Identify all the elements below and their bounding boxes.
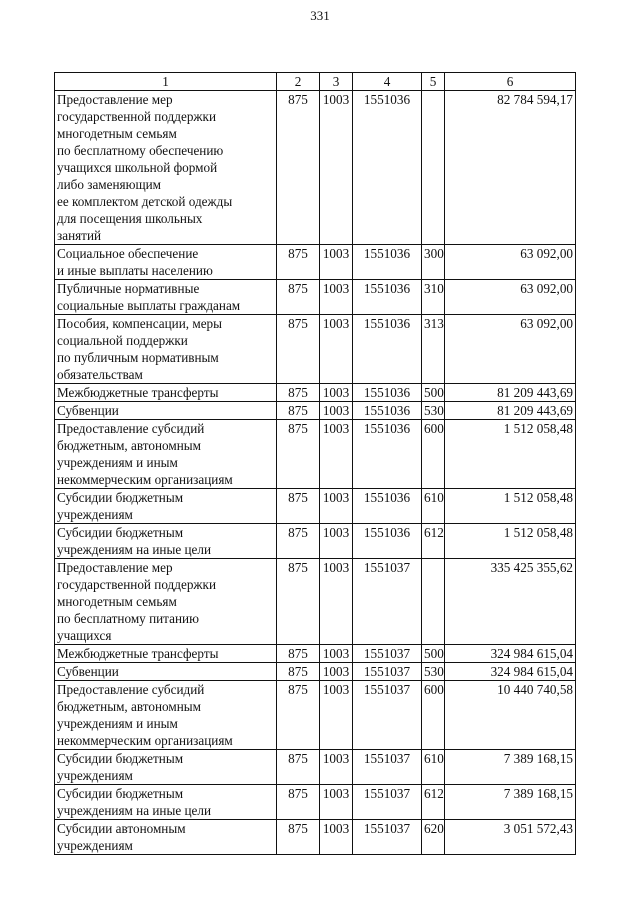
row-expense-type-cell: 530 — [422, 663, 445, 681]
row-amount-cell: 1 512 058,48 — [445, 524, 576, 559]
header-row — [55, 73, 576, 91]
row-section-cell: 1003 — [320, 820, 353, 855]
table-row — [55, 750, 576, 785]
row-name-cell: Субвенции — [55, 663, 277, 681]
table-row — [55, 402, 576, 420]
row-grbs-cell: 875 — [277, 559, 320, 645]
row-target-article-cell: 1551036 — [353, 489, 422, 524]
row-name-cell: Субвенции — [55, 402, 277, 420]
row-amount-cell: 7 389 168,15 — [445, 750, 576, 785]
row-expense-type-cell — [422, 91, 445, 245]
row-expense-type-cell: 500 — [422, 645, 445, 663]
row-target-article-cell: 1551037 — [353, 750, 422, 785]
table-row — [55, 663, 576, 681]
row-name-cell: Предоставление мер государственной поддержки многодетным семьям по бесплатному питанию учащихся — [55, 559, 277, 645]
row-amount-cell: 63 092,00 — [445, 245, 576, 280]
table-row — [55, 645, 576, 663]
budget-table — [54, 72, 576, 855]
row-target-article-cell: 1551036 — [353, 91, 422, 245]
row-grbs-cell: 875 — [277, 280, 320, 315]
row-section-cell: 1003 — [320, 559, 353, 645]
row-target-article-cell: 1551037 — [353, 645, 422, 663]
row-name-cell: Публичные нормативные социальные выплаты гражданам — [55, 280, 277, 315]
row-amount-cell: 81 209 443,69 — [445, 402, 576, 420]
row-grbs-cell: 875 — [277, 91, 320, 245]
row-section-cell: 1003 — [320, 91, 353, 245]
row-grbs-cell: 875 — [277, 489, 320, 524]
table-row — [55, 820, 576, 855]
row-expense-type-cell: 610 — [422, 750, 445, 785]
row-amount-cell: 7 389 168,15 — [445, 785, 576, 820]
row-target-article-cell: 1551036 — [353, 245, 422, 280]
row-section-cell: 1003 — [320, 315, 353, 384]
page-number: 331 — [310, 8, 330, 23]
row-name-cell: Межбюджетные трансферты — [55, 645, 277, 663]
row-expense-type-cell: 610 — [422, 489, 445, 524]
row-name-cell: Предоставление субсидий бюджетным, автономным учреждениям и иным некоммерческим организациям — [55, 681, 277, 750]
row-target-article-cell: 1551036 — [353, 384, 422, 402]
table-row — [55, 420, 576, 489]
row-section-cell: 1003 — [320, 750, 353, 785]
row-expense-type-cell: 530 — [422, 402, 445, 420]
row-expense-type-cell: 600 — [422, 681, 445, 750]
row-grbs-cell: 875 — [277, 820, 320, 855]
table-row — [55, 280, 576, 315]
row-section-cell: 1003 — [320, 663, 353, 681]
row-target-article-cell: 1551037 — [353, 785, 422, 820]
table-row — [55, 384, 576, 402]
table-row — [55, 91, 576, 245]
row-amount-cell: 10 440 740,58 — [445, 681, 576, 750]
row-section-cell: 1003 — [320, 681, 353, 750]
row-name-cell: Субсидии автономным учреждениям — [55, 820, 277, 855]
row-target-article-cell: 1551036 — [353, 280, 422, 315]
header-col-4: 4 — [353, 73, 422, 91]
row-section-cell: 1003 — [320, 524, 353, 559]
row-section-cell: 1003 — [320, 645, 353, 663]
row-amount-cell: 324 984 615,04 — [445, 663, 576, 681]
row-expense-type-cell: 310 — [422, 280, 445, 315]
row-amount-cell: 3 051 572,43 — [445, 820, 576, 855]
row-name-cell: Предоставление субсидий бюджетным, автономным учреждениям и иным некоммерческим организациям — [55, 420, 277, 489]
row-section-cell: 1003 — [320, 280, 353, 315]
row-amount-cell: 81 209 443,69 — [445, 384, 576, 402]
row-grbs-cell: 875 — [277, 402, 320, 420]
row-expense-type-cell: 612 — [422, 785, 445, 820]
row-grbs-cell: 875 — [277, 524, 320, 559]
row-name-cell: Субсидии бюджетным учреждениям — [55, 750, 277, 785]
row-expense-type-cell: 600 — [422, 420, 445, 489]
table-row — [55, 315, 576, 384]
row-amount-cell: 1 512 058,48 — [445, 420, 576, 489]
header-col-5: 5 — [422, 73, 445, 91]
row-section-cell: 1003 — [320, 384, 353, 402]
row-target-article-cell: 1551037 — [353, 663, 422, 681]
row-amount-cell: 82 784 594,17 — [445, 91, 576, 245]
row-amount-cell: 335 425 355,62 — [445, 559, 576, 645]
row-amount-cell: 324 984 615,04 — [445, 645, 576, 663]
row-amount-cell: 1 512 058,48 — [445, 489, 576, 524]
row-grbs-cell: 875 — [277, 750, 320, 785]
row-grbs-cell: 875 — [277, 645, 320, 663]
table-row — [55, 245, 576, 280]
row-grbs-cell: 875 — [277, 420, 320, 489]
row-target-article-cell: 1551037 — [353, 681, 422, 750]
table-row — [55, 524, 576, 559]
row-expense-type-cell: 612 — [422, 524, 445, 559]
row-section-cell: 1003 — [320, 245, 353, 280]
row-grbs-cell: 875 — [277, 785, 320, 820]
header-col-3: 3 — [320, 73, 353, 91]
table-body — [55, 91, 576, 855]
row-grbs-cell: 875 — [277, 384, 320, 402]
row-target-article-cell: 1551037 — [353, 559, 422, 645]
row-grbs-cell: 875 — [277, 245, 320, 280]
table-row — [55, 559, 576, 645]
row-section-cell: 1003 — [320, 402, 353, 420]
row-section-cell: 1003 — [320, 785, 353, 820]
table-header — [55, 73, 576, 91]
row-grbs-cell: 875 — [277, 681, 320, 750]
table-row — [55, 681, 576, 750]
row-expense-type-cell: 313 — [422, 315, 445, 384]
row-amount-cell: 63 092,00 — [445, 315, 576, 384]
row-name-cell: Субсидии бюджетным учреждениям — [55, 489, 277, 524]
row-expense-type-cell: 500 — [422, 384, 445, 402]
row-expense-type-cell: 620 — [422, 820, 445, 855]
header-col-2: 2 — [277, 73, 320, 91]
row-target-article-cell: 1551037 — [353, 820, 422, 855]
row-target-article-cell: 1551036 — [353, 524, 422, 559]
row-target-article-cell: 1551036 — [353, 315, 422, 384]
row-name-cell: Субсидии бюджетным учреждениям на иные цели — [55, 524, 277, 559]
header-col-6: 6 — [445, 73, 576, 91]
row-name-cell: Субсидии бюджетным учреждениям на иные цели — [55, 785, 277, 820]
row-name-cell: Предоставление мер государственной поддержки многодетным семьям по бесплатному обеспечению учащихся школьной формой либо заменяющим ее комплектом детской одежды для посещения школьных занятий — [55, 91, 277, 245]
table-row — [55, 785, 576, 820]
row-amount-cell: 63 092,00 — [445, 280, 576, 315]
row-target-article-cell: 1551036 — [353, 402, 422, 420]
row-grbs-cell: 875 — [277, 315, 320, 384]
row-section-cell: 1003 — [320, 489, 353, 524]
table-row — [55, 489, 576, 524]
row-name-cell: Социальное обеспечение и иные выплаты населению — [55, 245, 277, 280]
row-name-cell: Пособия, компенсации, меры социальной поддержки по публичным нормативным обязательствам — [55, 315, 277, 384]
row-grbs-cell: 875 — [277, 663, 320, 681]
row-expense-type-cell — [422, 559, 445, 645]
row-section-cell: 1003 — [320, 420, 353, 489]
row-name-cell: Межбюджетные трансферты — [55, 384, 277, 402]
row-expense-type-cell: 300 — [422, 245, 445, 280]
header-col-1: 1 — [55, 73, 277, 91]
row-target-article-cell: 1551036 — [353, 420, 422, 489]
